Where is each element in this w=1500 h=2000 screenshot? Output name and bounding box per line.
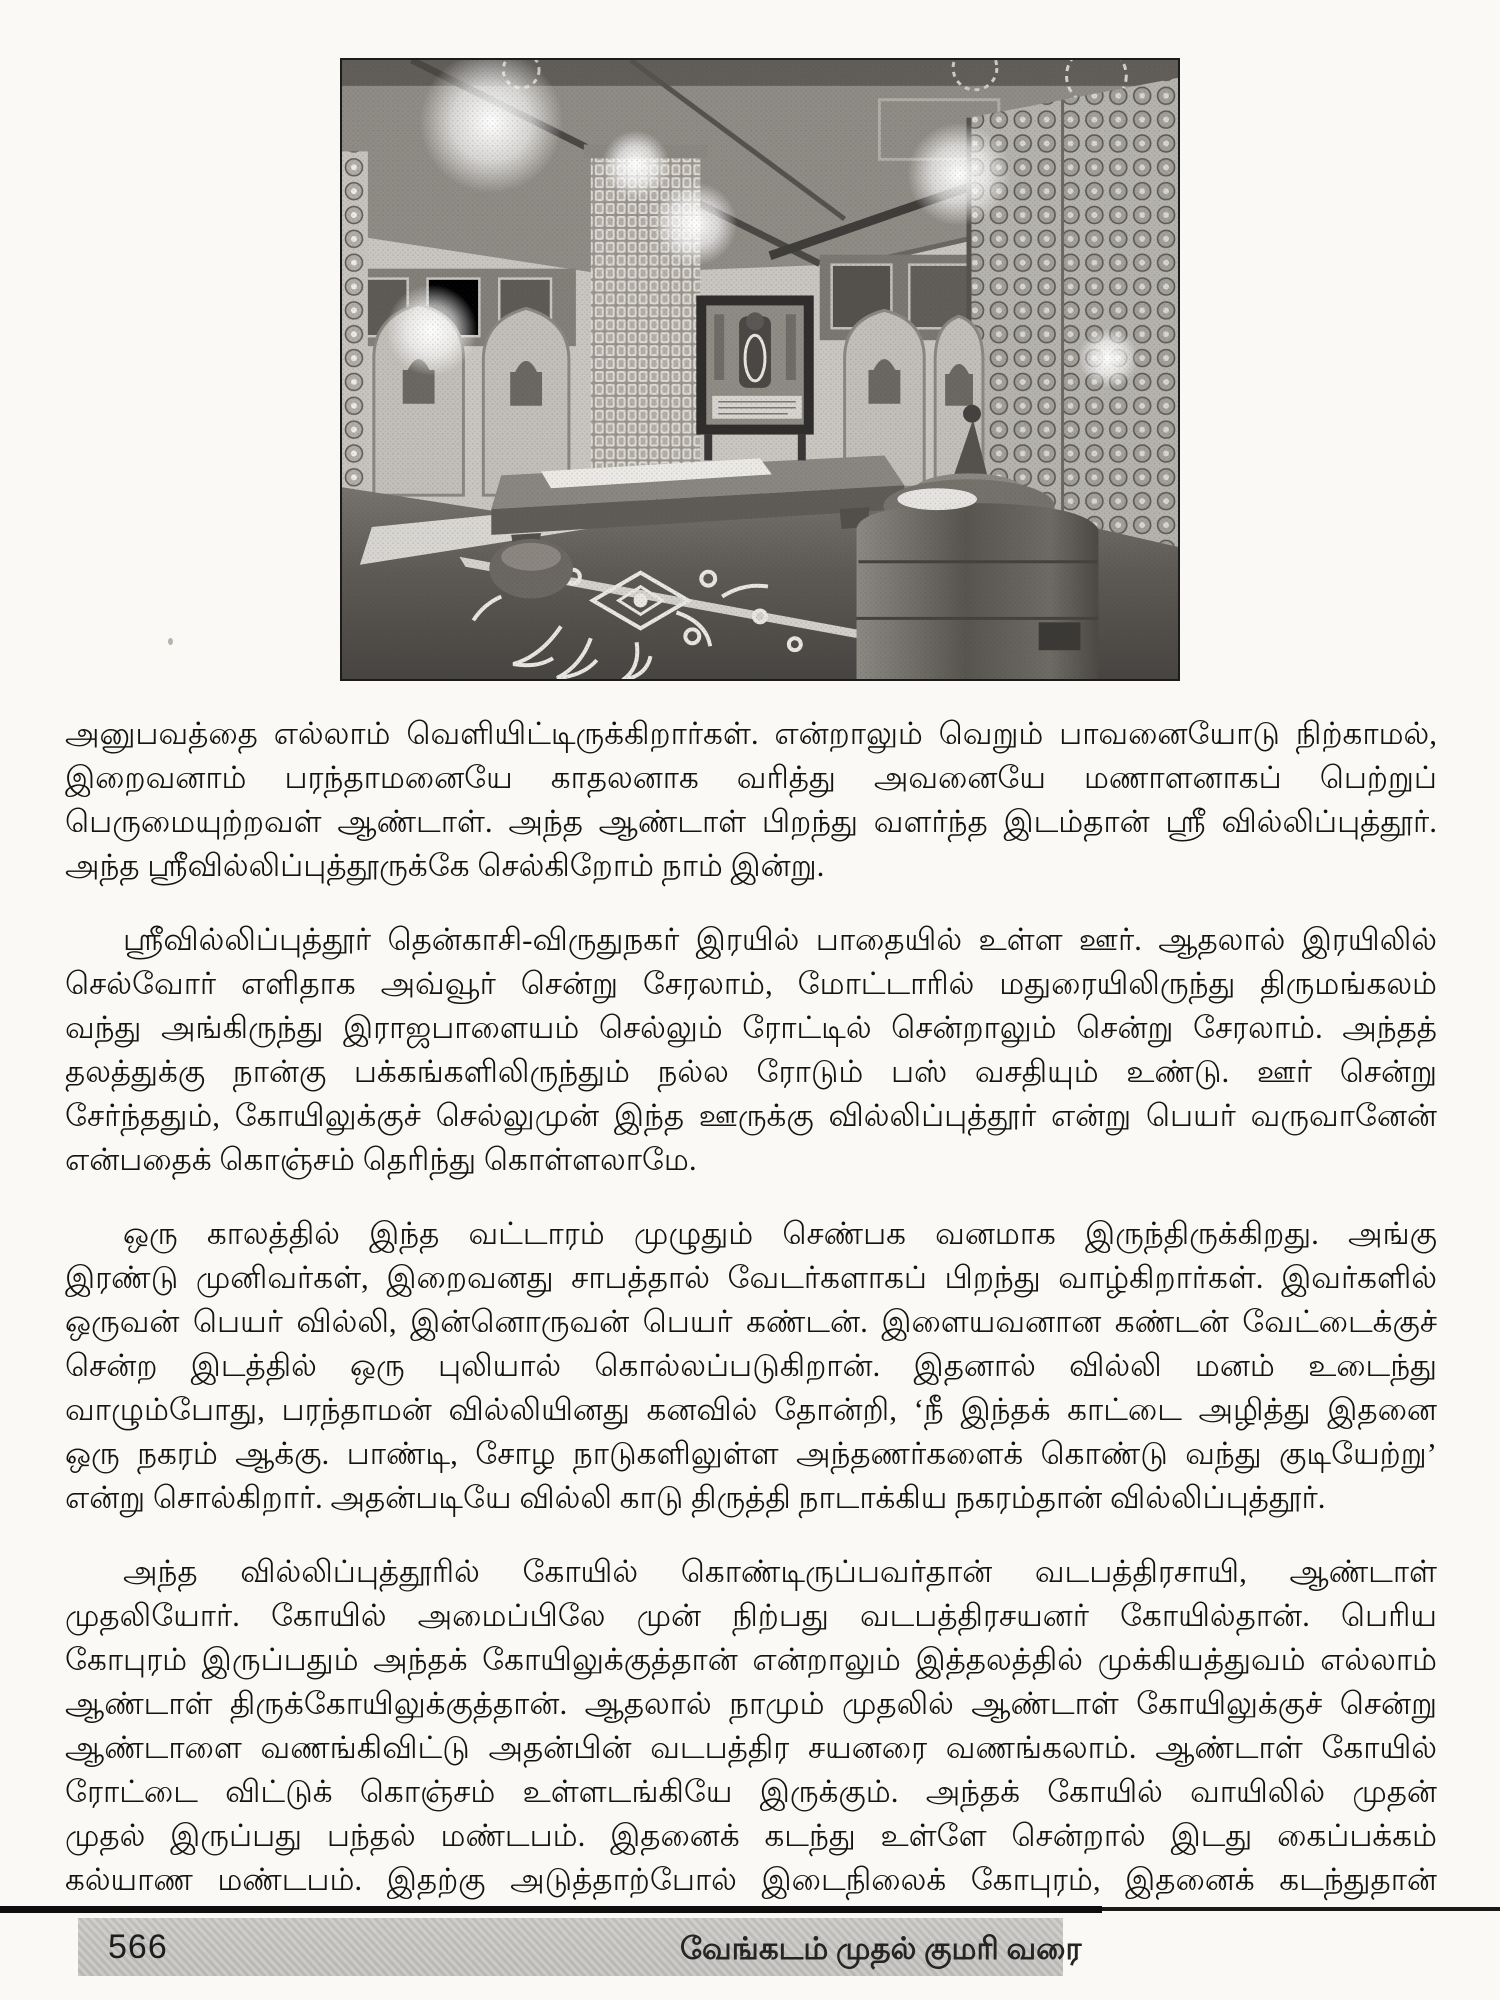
text-line: ஒரு காலத்தில் இந்த வட்டாரம் முழுதும் செண்பக வனமாக இருந்திருக்கிறது. அங்கு bbox=[123, 1216, 1437, 1251]
page-number: 566 bbox=[108, 1928, 168, 1966]
text-line: முதலியோர். கோயில் அமைப்பிலே முன் நிற்பது வடபத்திரசயனர் கோயில்தான். பெரிய bbox=[65, 1598, 1437, 1633]
temple-photo bbox=[340, 58, 1180, 681]
text-line: கோபுரம் இருப்பதும் அந்தக் கோயிலுக்குத்தான் என்றாலும் இத்தலத்தில் முக்கியத்துவம் எல்லாம் bbox=[65, 1642, 1437, 1677]
text-line: சேர்ந்ததும், கோயிலுக்குச் செல்லுமுன் இந்த ஊருக்கு வில்லிப்புத்தூர் என்று பெயர் வருவானேன் bbox=[65, 1098, 1437, 1133]
text-line: அந்த வில்லிப்புத்தூரில் கோயில் கொண்டிருப்பவர்தான் வடபத்திரசாயி, ஆண்டாள் bbox=[123, 1554, 1437, 1589]
text-line: இறைவனாம் பரந்தாமனையே காதலனாக வரித்து அவனையே மணாளனாகப் பெற்றுப் bbox=[65, 760, 1437, 795]
photo-halftone-overlay bbox=[342, 60, 1178, 679]
text-line: என்பதைக் கொஞ்சம் தெரிந்து கொள்ளலாமே. bbox=[65, 1142, 697, 1177]
paragraph-1 bbox=[65, 712, 1437, 888]
text-line: வந்து அங்கிருந்து இராஜபாளையம் செல்லும் ரோட்டில் சென்றாலும் சென்று சேரலாம். அந்தத் bbox=[65, 1010, 1437, 1045]
book-title: வேங்கடம் முதல் குமரி வரை bbox=[680, 1931, 1082, 1966]
text-line: ஆண்டாளை வணங்கிவிட்டு அதன்பின் வடபத்திர சயனரை வணங்கலாம். ஆண்டாள் கோயில் bbox=[65, 1730, 1437, 1765]
text-line: ஒருவன் பெயர் வில்லி, இன்னொருவன் பெயர் கண்டன். இளையவனான கண்டன் வேட்டைக்குச் bbox=[65, 1304, 1437, 1339]
text-line: சென்ற இடத்தில் ஒரு புலியால் கொல்லப்படுகிறான். இதனால் வில்லி மனம் உடைந்து bbox=[65, 1348, 1437, 1383]
text-line: ரோட்டை விட்டுக் கொஞ்சம் உள்ளடங்கியே இருக்கும். அந்தக் கோயில் வாயிலில் முதன் bbox=[65, 1774, 1437, 1809]
text-line: பெருமையுற்றவள் ஆண்டாள். அந்த ஆண்டாள் பிறந்து வளர்ந்த இடம்தான் ஸ்ரீ வில்லிப்புத்தூர். bbox=[65, 804, 1437, 839]
text-line: ஆண்டாள் திருக்கோயிலுக்குத்தான். ஆதலால் நாமும் முதலில் ஆண்டாள் கோயிலுக்குச் சென்று bbox=[65, 1686, 1437, 1721]
paragraph-3 bbox=[65, 1212, 1437, 1520]
paragraph-2 bbox=[65, 918, 1437, 1182]
text-line: கல்யாண மண்டபம். இதற்கு அடுத்தாற்போல் இடைநிலைக் கோபுரம், இதனைக் கடந்துதான் bbox=[65, 1862, 1437, 1897]
footer-bar bbox=[78, 1918, 1082, 1976]
text-line: தலத்துக்கு நான்கு பக்கங்களிலிருந்தும் நல்ல ரோடும் பஸ் வசதியும் உண்டு. ஊர் சென்று bbox=[65, 1054, 1437, 1089]
text-line: வாழும்போது, பரந்தாமன் வில்லியினது கனவில் தோன்றி, ‘நீ இந்தக் காட்டை அழித்து இதனை bbox=[65, 1392, 1437, 1427]
footer-rule-thin bbox=[1102, 1907, 1500, 1911]
paragraph-4 bbox=[65, 1550, 1437, 1902]
text-line: முதல் இருப்பது பந்தல் மண்டபம். இதனைக் கடந்து உள்ளே சென்றால் இடது கைப்பக்கம் bbox=[65, 1818, 1437, 1853]
text-line: இரண்டு முனிவர்கள், இறைவனது சாபத்தால் வேடர்களாகப் பிறந்து வாழ்கிறார்கள். இவர்களில் bbox=[65, 1260, 1437, 1295]
text-line: செல்வோர் எளிதாக அவ்வூர் சென்று சேரலாம், மோட்டாரில் மதுரையிலிருந்து திருமங்கலம் bbox=[65, 966, 1437, 1001]
temple-photo-art bbox=[342, 60, 1178, 679]
body-text bbox=[65, 712, 1437, 1902]
text-line: ஒரு நகரம் ஆக்கு. பாண்டி, சோழ நாடுகளிலுள்ள அந்தணர்களைக் கொண்டு வந்து குடியேற்று’ bbox=[65, 1436, 1437, 1471]
footer-rule bbox=[0, 1906, 1102, 1913]
text-line: அந்த ஸ்ரீவில்லிப்புத்தூருக்கே செல்கிறோம் நாம் இன்று. bbox=[65, 848, 825, 883]
scan-speck bbox=[168, 638, 173, 645]
text-line: ஸ்ரீவில்லிப்புத்தூர் தென்காசி-விருதுநகர் இரயில் பாதையில் உள்ள ஊர். ஆதலால் இரயிலில் bbox=[123, 922, 1437, 957]
text-line: அனுபவத்தை எல்லாம் வெளியிட்டிருக்கிறார்கள். என்றாலும் வெறும் பாவனையோடு நிற்காமல், bbox=[65, 716, 1437, 751]
text-line: என்று சொல்கிறார். அதன்படியே வில்லி காடு திருத்தி நாடாக்கிய நகரம்தான் வில்லிப்புத்தூர். bbox=[65, 1480, 1326, 1515]
